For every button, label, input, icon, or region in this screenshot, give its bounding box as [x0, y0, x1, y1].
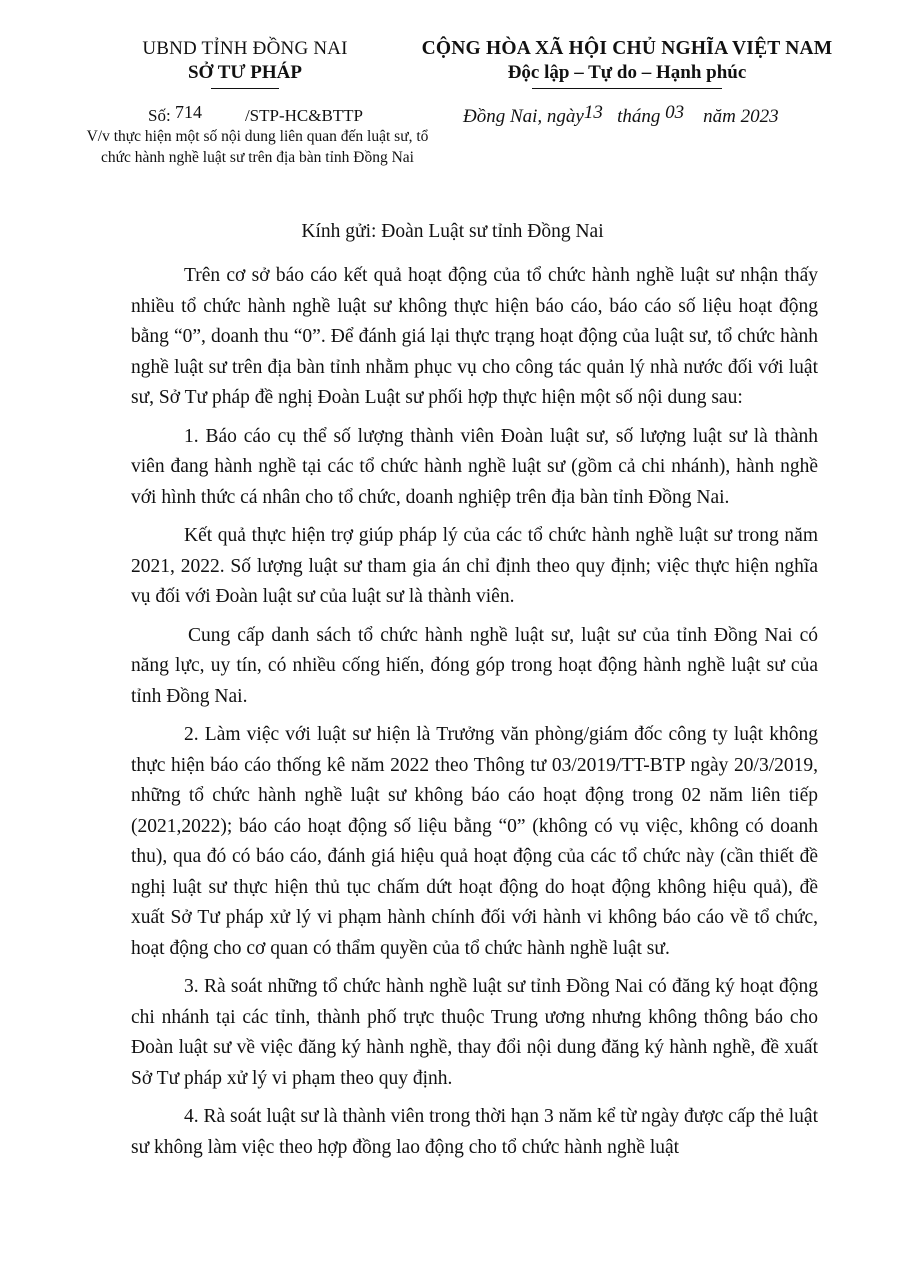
national-motto: Độc lập – Tự do – Hạnh phúc	[507, 62, 747, 83]
issuing-agency	[125, 37, 365, 89]
doc-number-prefix: Số:	[148, 106, 171, 125]
document-subject: V/v thực hiện một số nội dung liên quan đến luật sư, tổ chức hành nghề luật sư trên địa bàn tỉnh Đồng Nai	[86, 128, 429, 166]
doc-number-suffix: /STP-HC&BTTP	[244, 106, 364, 125]
body-paragraph: 4. Rà soát luật sư là thành viên trong thời hạn 3 năm kể từ ngày được cấp thẻ luật sư không làm việc theo hợp đồng lao động cho tổ chức hành nghề luật	[131, 1106, 818, 1158]
body-paragraph: 1. Báo cáo cụ thể số lượng thành viên Đoàn luật sư, số lượng luật sư là thành viên đang hành nghề tại các tổ chức hành nghề luật sư (gồm cả chi nhánh), hành nghề với hình thức cá nhân cho tổ chức, doanh nghiệp trên địa bàn tỉnh Đồng Nai.	[131, 425, 818, 508]
nation-name: CỘNG HÒA XÃ HỘI CHỦ NGHĨA VIỆT NAM	[421, 38, 833, 59]
agency-name: SỞ TƯ PHÁP	[187, 62, 302, 83]
date-month-label: tháng	[617, 106, 661, 127]
date-place-label: Đồng Nai, ngày	[463, 106, 584, 127]
agency-underline	[211, 88, 279, 89]
national-heading	[412, 37, 842, 89]
date-day: 13	[583, 102, 603, 123]
body-paragraph: Trên cơ sở báo cáo kết quả hoạt động của tổ chức hành nghề luật sư nhận thấy nhiều tổ chức hành nghề luật sư không thực hiện báo cáo, báo cáo số liệu hoạt động bằng “0”, doanh thu “0”. Để đánh giá lại thực trạng hoạt động của luật sư, tổ chức hành nghề luật sư trên địa bàn tỉnh nhằm phục vụ cho công tác quản lý nhà nước đối với luật sư, Sở Tư pháp đề nghị Đoàn Luật sư phối hợp thực hiện một số nội dung sau:	[131, 265, 818, 408]
body-paragraph: 2. Làm việc với luật sư hiện là Trưởng văn phòng/giám đốc công ty luật không thực hiện báo cáo thống kê năm 2022 theo Thông tư 03/2019/TT-BTP ngày 20/3/2019, những tổ chức hành nghề luật sư không báo cáo hoạt động trong 02 năm liên tiếp (2021,2022); báo cáo hoạt động số liệu bằng “0” (không có vụ việc, không có doanh thu), qua đó có báo cáo, đánh giá hiệu quả hoạt động của các tổ chức này (cần thiết đề nghị luật sư thực hiện thủ tục chấm dứt hoạt động do hoạt động không hiệu quả), đề xuất Sở Tư pháp xử lý vi phạm hành chính đối với hành vi không báo cáo về tổ chức, hoạt động cho cơ quan có thẩm quyền của tổ chức hành nghề luật sư.	[131, 724, 818, 959]
recipient-line: Kính gửi: Đoàn Luật sư tỉnh Đồng Nai	[301, 221, 604, 242]
date-month: 03	[665, 102, 685, 123]
document-body	[131, 261, 818, 1171]
doc-number-value: 714	[174, 102, 202, 122]
date-year: năm 2023	[703, 106, 779, 127]
body-paragraph: Kết quả thực hiện trợ giúp pháp lý của các tổ chức hành nghề luật sư trong năm 2021, 2022. Số lượng luật sư tham gia án chỉ định theo quy định; việc thực hiện nghĩa vụ đối với Đoàn luật sư của luật sư là thành viên.	[131, 525, 818, 607]
agency-parent: UBND TỈNH ĐỒNG NAI	[142, 38, 348, 59]
motto-underline	[532, 88, 722, 89]
body-paragraph: 3. Rà soát những tổ chức hành nghề luật sư tỉnh Đồng Nai có đăng ký hoạt động chi nhánh tại các tỉnh, thành phố trực thuộc Trung ương nhưng không thông báo cho Đoàn luật sư về việc đăng ký hành nghề, thay đổi nội dung đăng ký hành nghề, đề xuất Sở Tư pháp xử lý vi phạm theo quy định.	[131, 976, 818, 1089]
issue-date	[463, 102, 779, 128]
document-number	[148, 104, 363, 127]
body-paragraph: Cung cấp danh sách tổ chức hành nghề luật sư, luật sư của tỉnh Đồng Nai có năng lực, uy tín, có nhiều cống hiến, đóng góp trong hoạt động hành nghề luật sư của tỉnh Đồng Nai.	[131, 624, 818, 707]
